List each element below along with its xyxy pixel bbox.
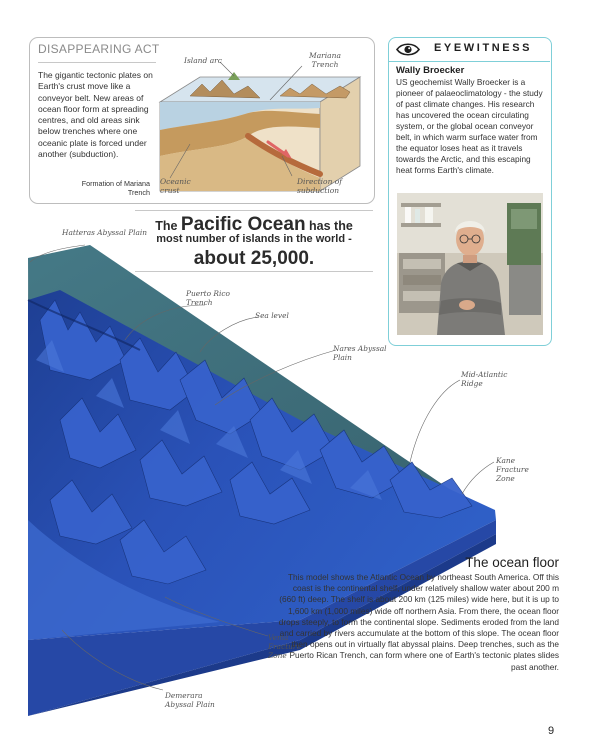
puerto-rico-trench-label: Puerto Rico Trench xyxy=(186,289,230,307)
pacific-headline-line3: about 25,000. xyxy=(193,248,315,269)
oceanic-crust-label: Oceanic crust xyxy=(160,177,191,195)
hatteras-abyssal-plain-label: Hatteras Abyssal Plain xyxy=(62,228,148,237)
disappearing-act-body: The gigantic tectonic plates on Earth's crust move like a conveyor belt. New areas of ocean floor form at spreading centres, and old areas sink below trenches where one oceanic plate is forced under another (subduction). xyxy=(38,70,153,160)
formation-caption: Formation of Mariana Trench xyxy=(81,179,150,197)
kane-fracture-zone-label: Kane Fracture Zone xyxy=(496,456,529,483)
vema-fracture-zone-label: Vema Fracture Zone xyxy=(268,633,301,660)
disappearing-act-title: DISAPPEARING ACT xyxy=(38,42,160,56)
pacific-headline-post: has the xyxy=(309,219,353,233)
eyewitness-title: EYEWITNESS xyxy=(434,42,533,54)
direction-of-subduction-label: Direction of subduction xyxy=(297,177,343,195)
mid-atlantic-ridge-label: Mid-Atlantic Ridge xyxy=(461,370,508,388)
ocean-floor-title: The ocean floor xyxy=(465,555,559,570)
pacific-headline-emphasis: Pacific Ocean xyxy=(180,214,306,235)
mariana-trench-label: Mariana Trench xyxy=(309,51,341,69)
nares-abyssal-plain-label: Nares Abyssal Plain xyxy=(333,344,387,362)
ocean-floor-body: This model shows the Atlantic Ocean by northeast South America. Off this coast is the continental shelf, under relatively shallow water about 200 m (660 ft) deep. The shelf is about 200 km (125 miles) wide here, but it is up to 1,600 km (1,000 miles) wide off northern Asia. From there, the ocean floor drops steeply, to form the continental slope. Sediments eroded from the land and carried by rivers accumulate at the bottom of this slope. The ocean floor then opens out in virtually flat abyssal plains. Deep trenches, such as the Puerto Rican Trench, can form where one of Earth's tectonic plates slides past another. xyxy=(278,572,559,672)
sea-level-label: Sea level xyxy=(255,311,289,320)
island-arc-label: Island arc xyxy=(184,56,222,65)
eyewitness-name: Wally Broecker xyxy=(396,65,465,76)
pacific-headline-line2: most number of islands in the world - xyxy=(156,233,352,245)
page-number: 9 xyxy=(548,725,555,737)
pacific-headline-pre: The xyxy=(155,219,178,233)
demerara-abyssal-plain-label: Demerara Abyssal Plain xyxy=(165,691,215,709)
eyewitness-body: US geochemist Wally Broecker is a pioneer of palaeoclimatology - the study of past climate changes. His research has uncovered the ocean circulating system, or the global ocean conveyor belt, in which warm surface water from the equator loses heat as it travels towards the Arctic, and this escaping heat forms Earth's climate. xyxy=(396,77,543,175)
